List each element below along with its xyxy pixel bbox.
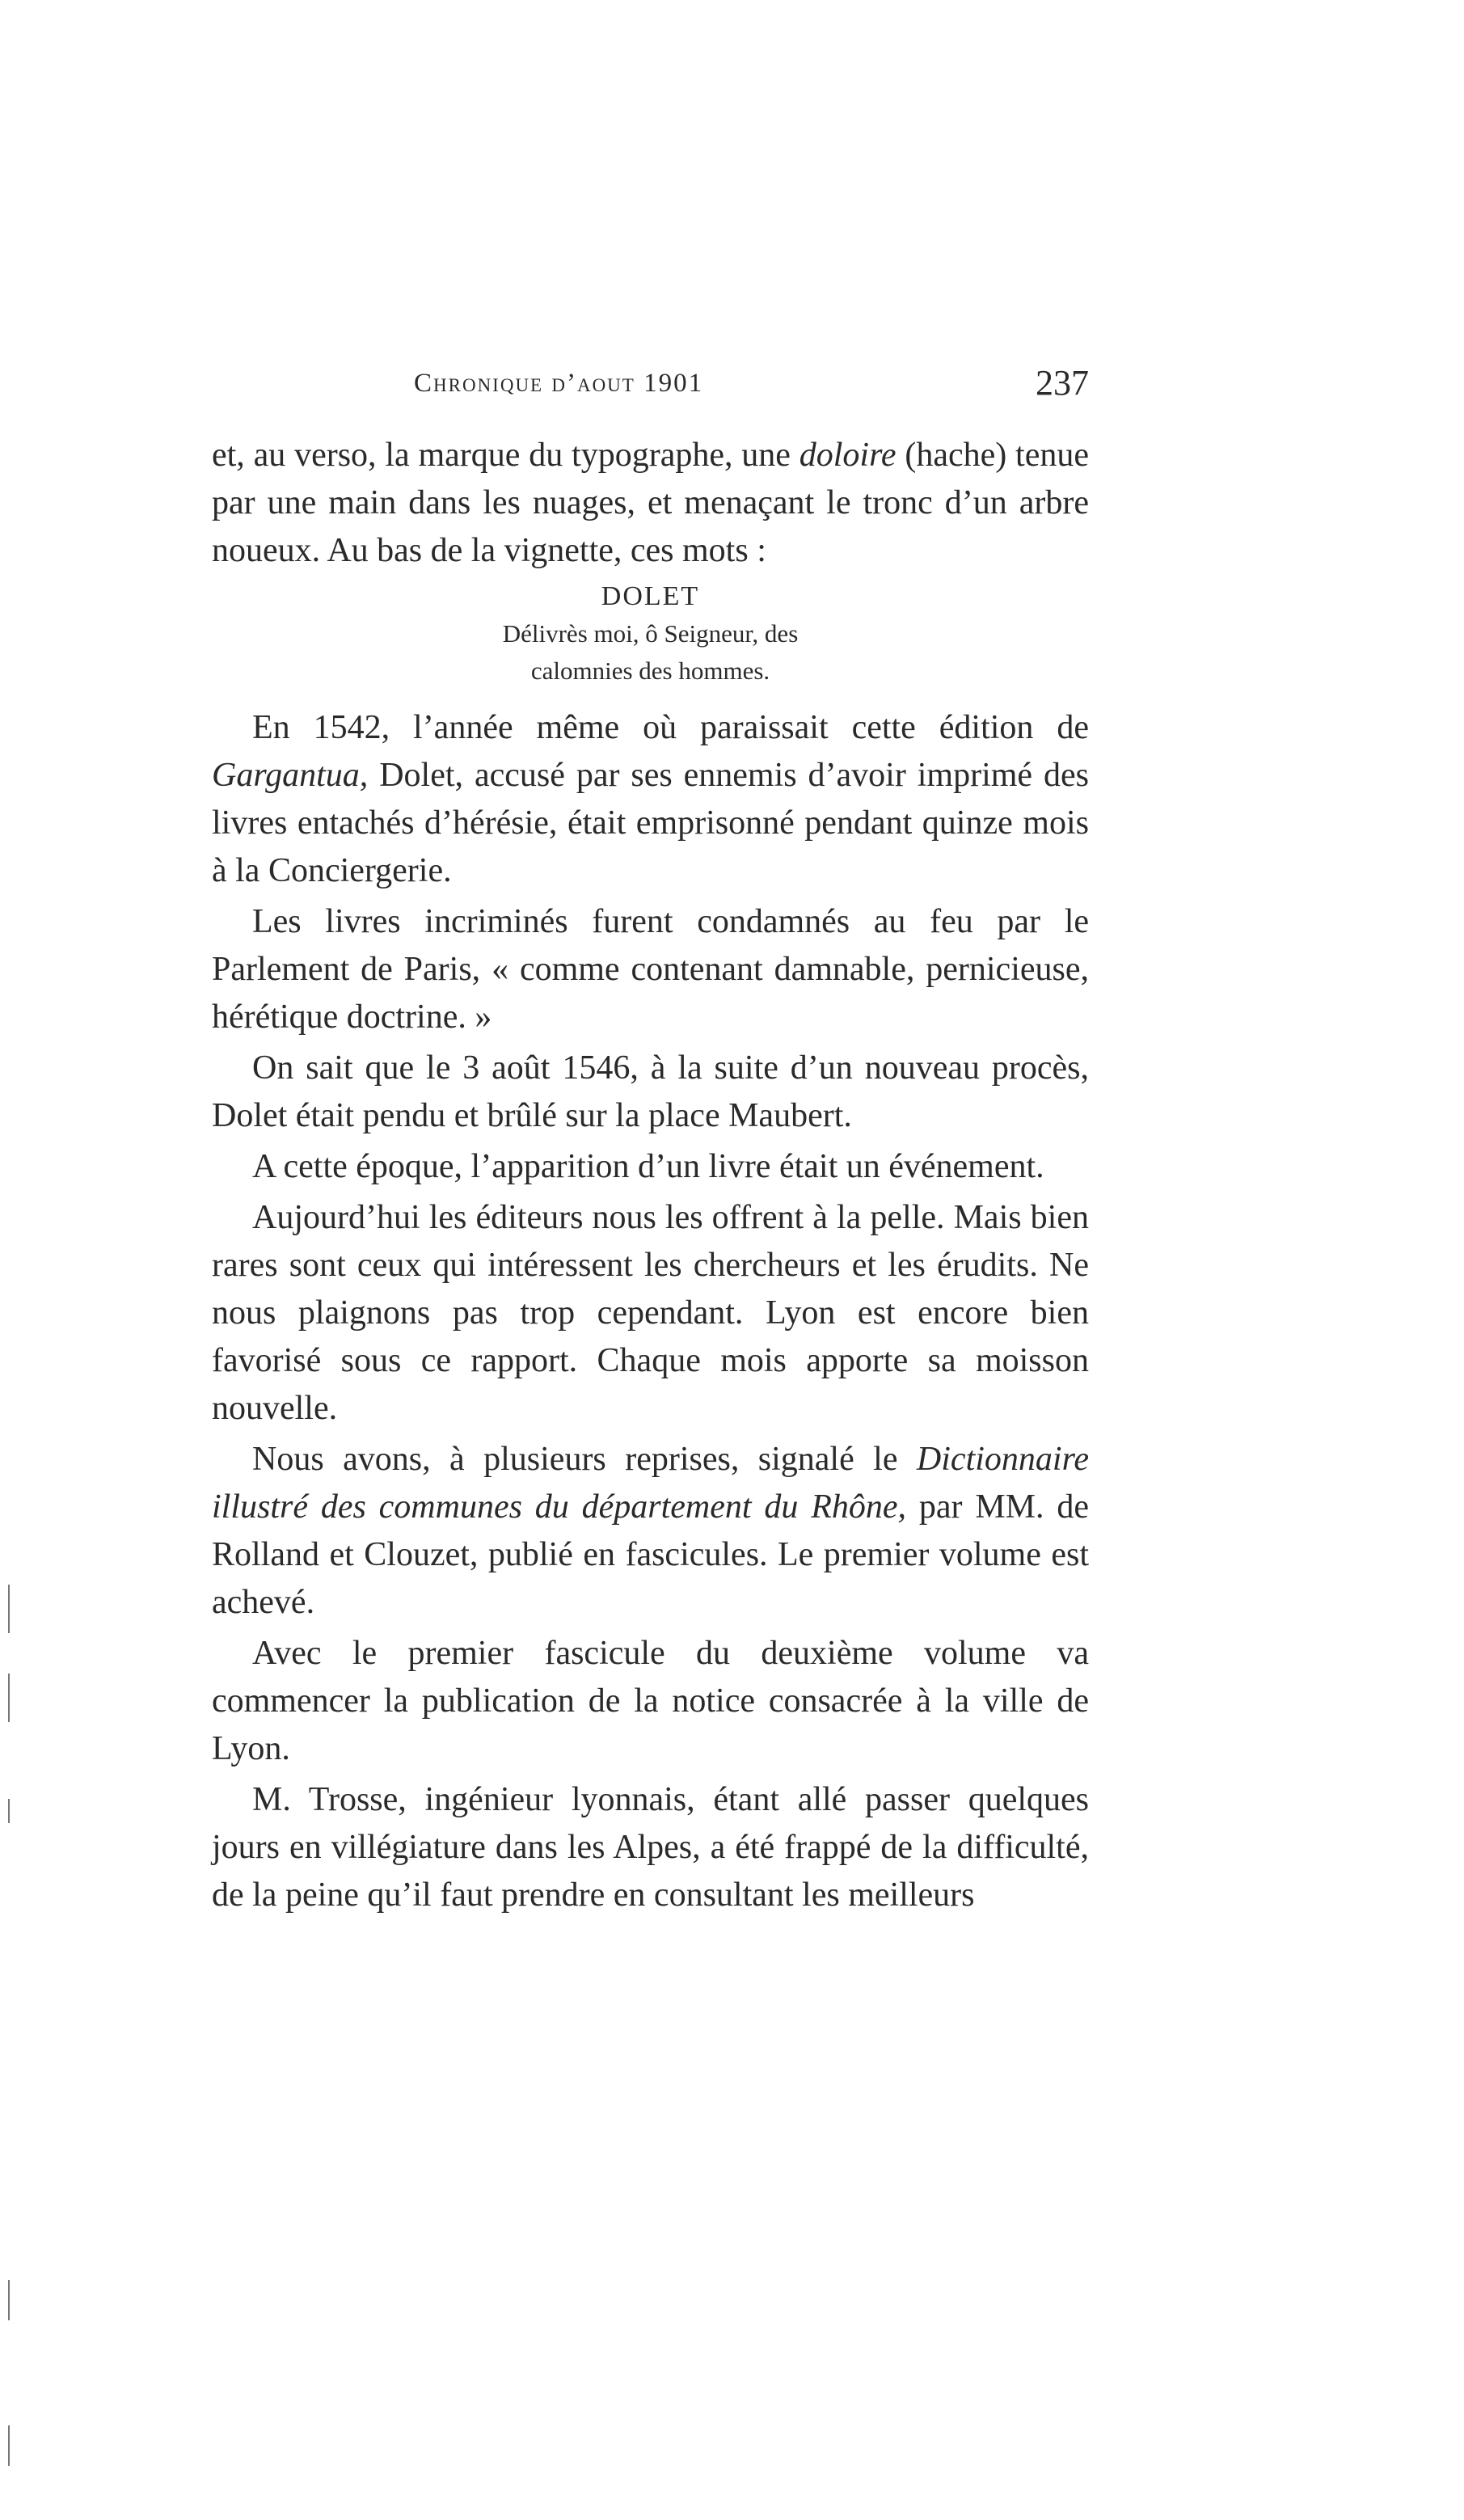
- paragraph-2-italic: Gargantua,: [212, 757, 369, 794]
- quote-line-1: Délivrès moi, ô Seigneur, des: [502, 619, 799, 648]
- paragraph-9: M. Trosse, ingénieur lyonnais, étant allé passer quelques jours en villégiature dans les Alpes, a été frappé de la difficulté, de la peine qu’il faut prendre en consultant les meilleurs: [212, 1781, 1089, 1914]
- paragraph-8: Avec le premier fascicule du deuxième volume va commencer la publication de la notice consacrée à la ville de Lyon.: [212, 1635, 1089, 1767]
- paragraph-6: Aujourd’hui les éditeurs nous les offrent à la pelle. Mais bien rares sont ceux qui intéressent les chercheurs et les érudits. Ne nous plaignons pas trop cependant. Lyon est encore bien favorisé sous ce rapport. Chaque mois apporte sa moisson nouvelle.: [212, 1199, 1089, 1427]
- running-title: Chronique d’aout 1901: [414, 369, 704, 398]
- scan-margin-mark: [8, 1585, 10, 1633]
- scan-margin-mark: [8, 1799, 10, 1823]
- paragraph-5: A cette époque, l’apparition d’un livre était un événement.: [252, 1148, 1044, 1185]
- paragraph-4: On sait que le 3 août 1546, à la suite d’un nouveau procès, Dolet était pendu et brûlé sur la place Maubert.: [212, 1049, 1089, 1134]
- paragraph-1-text-b: (hache) tenue par une main dans les nuages, et menaçant le tronc d’un arbre noueux. Au bas de la vignette, ces mots :: [212, 437, 1089, 569]
- paragraph-2: [212, 704, 1089, 895]
- scan-margin-mark: [8, 1674, 10, 1722]
- scan-margin-mark: [8, 2280, 10, 2320]
- paragraph-1-italic: doloire: [799, 437, 897, 474]
- quote-line-2: calomnies des hommes.: [530, 656, 770, 685]
- scan-margin-mark: [8, 2425, 10, 2466]
- paragraph-2-text-a: En 1542, l’année même où paraissait cette édition de: [252, 709, 1089, 746]
- vignette-quote: [212, 578, 1089, 690]
- paragraph-1-text-a: et, au verso, la marque du typographe, une: [212, 437, 800, 474]
- quote-title: DOLET: [601, 581, 700, 611]
- body-text: [212, 432, 1089, 1923]
- paragraph-3: Les livres incriminés furent condamnés au feu par le Parlement de Paris, « comme contenant damnable, pernicieuse, hérétique doctrine. »: [212, 903, 1089, 1036]
- page-header: [212, 362, 1089, 411]
- paragraph-7-italic: Dictionnaire illustré des communes du département du Rhône,: [212, 1441, 1089, 1526]
- paragraph-7-text-b: par MM. de Rolland et Clouzet, publié en fascicules. Le premier volume est achevé.: [212, 1488, 1089, 1621]
- paragraph-2-text-b: Dolet, accusé par ses ennemis d’avoir imprimé des livres entachés d’hérésie, était emprisonné pendant quinze mois à la Conciergerie.: [212, 757, 1089, 889]
- paragraph-7: [212, 1436, 1089, 1627]
- paragraph-1: [212, 432, 1089, 575]
- page-number: 237: [1036, 363, 1089, 403]
- paragraph-7-text-a: Nous avons, à plusieurs reprises, signalé le: [252, 1441, 917, 1478]
